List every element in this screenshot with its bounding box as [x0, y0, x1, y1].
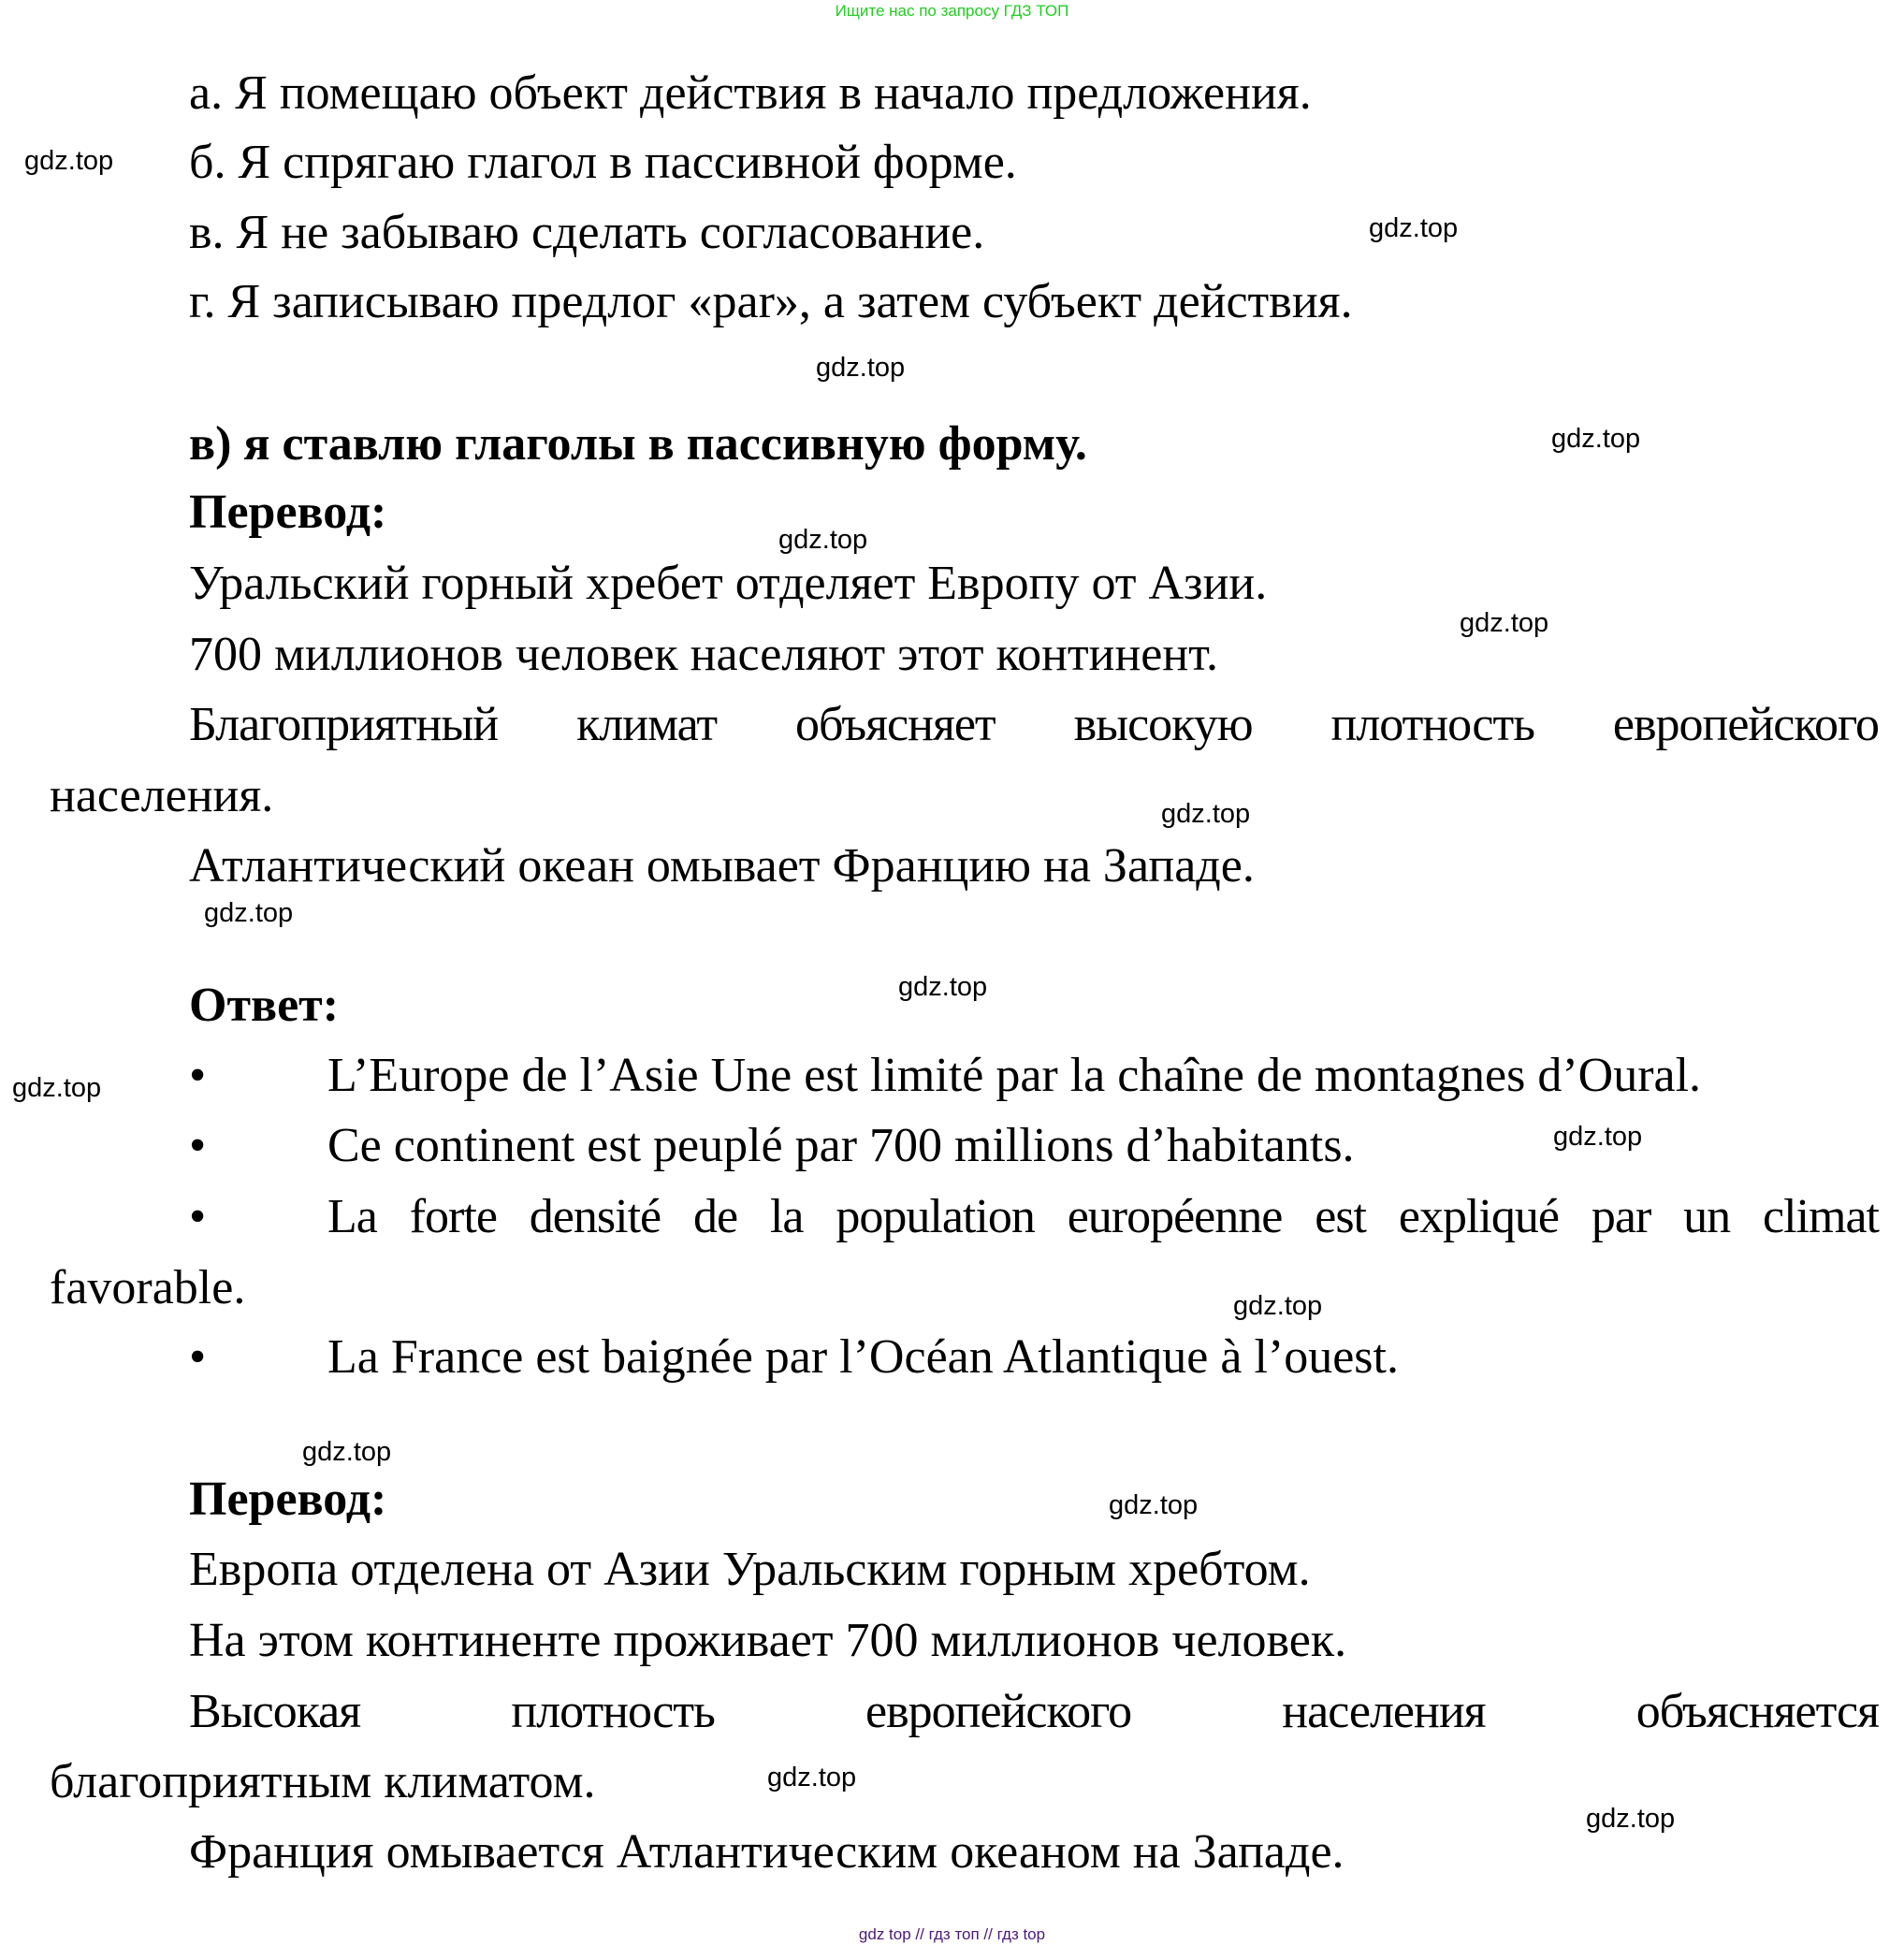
watermark: gdz.top	[24, 146, 114, 176]
text-line: населения.	[50, 769, 274, 822]
text-line: Высокая плотность европейского населения объясняется	[189, 1685, 1879, 1738]
text-line: Европа отделена от Азии Уральским горным хребтом.	[189, 1543, 1311, 1596]
watermark: gdz.top	[1161, 799, 1251, 829]
search-hint-header: Ищите нас по запросу ГДЗ ТОП	[835, 2, 1069, 20]
bullet: •	[189, 1049, 207, 1102]
watermark: gdz.top	[1586, 1804, 1676, 1834]
watermark: gdz.top	[12, 1073, 102, 1103]
text-line: Атлантический океан омывает Францию на Западе.	[189, 839, 1255, 893]
watermark: gdz.top	[1551, 424, 1641, 454]
footer-links: gdz top // гдз топ // гдз top	[858, 1925, 1046, 1943]
watermark: gdz.top	[302, 1437, 392, 1467]
section-heading-translation-2: Перевод:	[189, 1473, 387, 1526]
section-heading-translation-1: Перевод:	[189, 486, 387, 539]
watermark: gdz.top	[204, 898, 294, 928]
bullet-text: L’Europe de l’Asie Une est limité par la chaîne de montagnes d’Oural.	[327, 1049, 1702, 1102]
option-c: в. Я не забываю сделать согласование.	[189, 206, 985, 259]
option-a: а. Я помещаю объект действия в начало предложения.	[189, 66, 1312, 120]
watermark: gdz.top	[1553, 1122, 1643, 1152]
watermark: gdz.top	[1233, 1291, 1323, 1321]
text-line: благоприятным климатом.	[50, 1755, 596, 1808]
text-line: На этом континенте проживает 700 миллионов человек.	[189, 1614, 1347, 1667]
bullet-text: Ce continent est peuplé par 700 millions d’habitants.	[327, 1119, 1355, 1172]
text-line: Франция омывается Атлантическим океаном на Западе.	[189, 1825, 1344, 1879]
watermark: gdz.top	[1460, 608, 1549, 638]
watermark: gdz.top	[1109, 1490, 1199, 1520]
bullet: •	[189, 1119, 207, 1172]
watermark: gdz.top	[767, 1763, 857, 1793]
bullet: •	[189, 1330, 207, 1384]
bullet-text: La France est baignée par l’Océan Atlantique à l’ouest.	[327, 1330, 1399, 1384]
bullet: •	[189, 1190, 207, 1243]
answer-choice: в) я ставлю глаголы в пассивную форму.	[189, 417, 1087, 471]
bullet-text-continuation: favorable.	[50, 1261, 246, 1314]
option-d: г. Я записываю предлог «par», а затем субъект действия.	[189, 275, 1353, 328]
watermark: gdz.top	[898, 972, 988, 1002]
watermark: gdz.top	[778, 525, 868, 555]
watermark: gdz.top	[1369, 213, 1459, 243]
section-heading-answer: Ответ:	[189, 979, 340, 1032]
option-b: б. Я спрягаю глагол в пассивной форме.	[189, 136, 1017, 189]
text-line: 700 миллионов человек населяют этот континент.	[189, 628, 1219, 681]
text-line: Уральский горный хребет отделяет Европу от Азии.	[189, 557, 1268, 610]
text-line: Благоприятный климат объясняет высокую плотность европейского	[189, 698, 1879, 751]
watermark: gdz.top	[816, 353, 906, 383]
bullet-text: La forte densité de la population européenne est expliqué par un climat	[327, 1190, 1879, 1243]
